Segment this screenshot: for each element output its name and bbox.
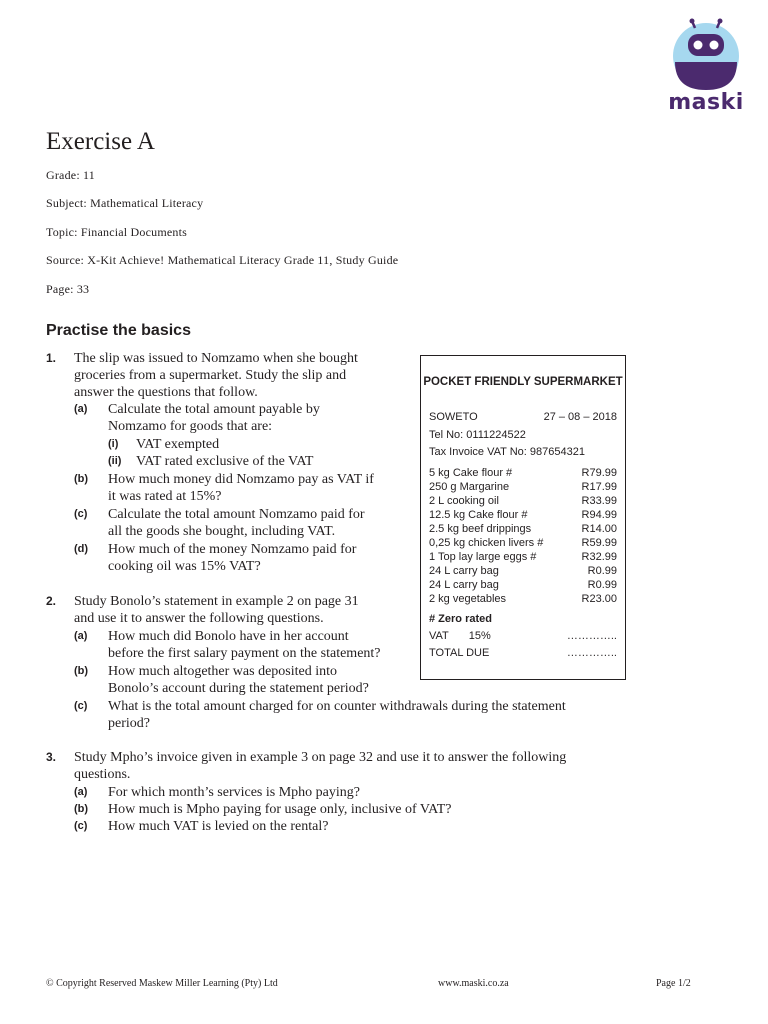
sub-label: (c) — [74, 820, 88, 832]
receipt-location-row — [429, 411, 617, 423]
sub-sub-label: (i) — [108, 438, 119, 450]
vat-rate: 15% — [468, 630, 491, 642]
maski-logo — [665, 18, 747, 118]
receipt-item — [429, 523, 617, 535]
receipt-item — [429, 537, 617, 549]
question-number: 2. — [46, 594, 57, 608]
footer-website: www.maski.co.za — [438, 978, 509, 989]
sub-question-text: before the first salary payment on the statement? — [108, 646, 381, 661]
meta-subject: Subject: Mathematical Literacy — [46, 196, 204, 210]
receipt-item — [429, 579, 617, 591]
supermarket-slip — [420, 355, 626, 680]
receipt-location: SOWETO — [429, 411, 478, 423]
sub-question-text: it was rated at 15%? — [108, 489, 222, 504]
question-text: groceries from a supermarket. Study the slip and — [74, 368, 347, 383]
item-name: 5 kg Cake flour # — [429, 467, 513, 479]
question-text: questions. — [74, 767, 131, 782]
receipt-item — [429, 509, 617, 521]
robot-mascot-icon — [665, 18, 747, 90]
sub-question-text: period? — [108, 716, 150, 731]
receipt-tel: Tel No: 0111224522 — [429, 429, 526, 441]
sub-label: (b) — [74, 473, 89, 485]
sub-label: (c) — [74, 700, 88, 712]
sub-question-text: What is the total amount charged for on counter withdrawals during the statement — [108, 699, 566, 714]
item-name: 1 Top lay large eggs # — [429, 551, 537, 563]
item-price: R14.00 — [581, 523, 617, 535]
question-number: 3. — [46, 750, 57, 764]
question-text: Study Mpho’s invoice given in example 3 on page 32 and use it to answer the following — [74, 750, 567, 765]
item-price: R0.99 — [587, 565, 617, 577]
sub-sub-question-text: VAT exempted — [136, 437, 220, 452]
item-name: 24 L carry bag — [429, 565, 499, 577]
brand-name: maski — [668, 90, 744, 115]
sub-sub-question-text: VAT rated exclusive of the VAT — [136, 454, 314, 469]
section-title: Practise the basics — [46, 322, 191, 339]
item-name: 12.5 kg Cake flour # — [429, 509, 528, 521]
sub-question-text: How much of the money Nomzamo paid for — [108, 542, 357, 557]
meta-page: Page: 33 — [46, 282, 90, 296]
receipt-date: 27 – 08 – 2018 — [543, 411, 617, 423]
item-price: R79.99 — [581, 467, 617, 479]
question-text: Study Bonolo’s statement in example 2 on page 31 — [74, 594, 359, 609]
item-price: R33.99 — [581, 495, 617, 507]
sub-question-text: How much money did Nomzamo pay as VAT if — [108, 472, 374, 487]
total-value-blank: ………….. — [566, 647, 617, 659]
receipt-total-row — [429, 647, 617, 659]
sub-question-text: How much did Bonolo have in her account — [108, 629, 349, 644]
total-label: TOTAL DUE — [429, 647, 490, 659]
question-number: 1. — [46, 351, 57, 365]
sub-question-text: How much is Mpho paying for usage only, inclusive of VAT? — [108, 802, 452, 817]
item-price: R17.99 — [581, 481, 617, 493]
sub-label: (b) — [74, 803, 89, 815]
item-name: 2 kg vegetables — [429, 593, 507, 605]
receipt-item — [429, 551, 617, 563]
sub-label: (b) — [74, 665, 89, 677]
receipt-item — [429, 467, 617, 479]
question-text: The slip was issued to Nomzamo when she bought — [74, 351, 358, 366]
receipt-item — [429, 565, 617, 577]
sub-question-text: How much VAT is levied on the rental? — [108, 819, 329, 834]
page-title: Exercise A — [46, 128, 155, 155]
sub-label: (a) — [74, 403, 88, 415]
sub-question-text: How much altogether was deposited into — [108, 664, 338, 679]
vat-label: VAT — [429, 630, 449, 642]
item-price: R32.99 — [581, 551, 617, 563]
question-text: and use it to answer the following questions. — [74, 611, 324, 626]
receipt-item — [429, 495, 617, 507]
item-price: R0.99 — [587, 579, 617, 591]
receipt-vat-number: Tax Invoice VAT No: 987654321 — [429, 446, 585, 458]
item-price: R59.99 — [581, 537, 617, 549]
meta-grade: Grade: 11 — [46, 168, 96, 182]
sub-question-text: Calculate the total amount Nomzamo paid for — [108, 507, 365, 522]
item-name: 24 L carry bag — [429, 579, 499, 591]
item-name: 0,25 kg chicken livers # — [429, 537, 544, 549]
sub-label: (a) — [74, 630, 88, 642]
sub-question-text: Bonolo’s account during the statement period? — [108, 681, 369, 696]
receipt-item — [429, 481, 617, 493]
meta-topic: Topic: Financial Documents — [46, 225, 187, 239]
receipt-vat-row — [429, 630, 617, 642]
item-name: 2 L cooking oil — [429, 495, 499, 507]
item-price: R94.99 — [581, 509, 617, 521]
footer-copyright: © Copyright Reserved Maskew Miller Learning (Pty) Ltd — [46, 978, 278, 989]
footer-page: Page 1/2 — [656, 978, 691, 989]
item-price: R23.00 — [581, 593, 617, 605]
sub-label: (a) — [74, 786, 88, 798]
sub-label: (d) — [74, 543, 89, 555]
sub-question-text: For which month’s services is Mpho paying? — [108, 785, 360, 800]
meta-source: Source: X-Kit Achieve! Mathematical Literacy Grade 11, Study Guide — [46, 253, 399, 267]
zero-rated-note: # Zero rated — [429, 613, 492, 625]
receipt-title: POCKET FRIENDLY SUPERMARKET — [423, 376, 623, 388]
item-name: 250 g Margarine — [429, 481, 510, 493]
sub-question-text: cooking oil was 15% VAT? — [108, 559, 261, 574]
sub-sub-label: (ii) — [108, 455, 122, 467]
vat-value-blank: ………….. — [566, 630, 617, 642]
receipt-item — [429, 593, 617, 605]
sub-label: (c) — [74, 508, 88, 520]
item-name: 2.5 kg beef drippings — [429, 523, 532, 535]
sub-question-text: Calculate the total amount payable by — [108, 402, 320, 417]
sub-question-text: Nomzamo for goods that are: — [108, 419, 273, 434]
sub-question-text: all the goods she bought, including VAT. — [108, 524, 336, 539]
question-text: answer the questions that follow. — [74, 385, 258, 400]
